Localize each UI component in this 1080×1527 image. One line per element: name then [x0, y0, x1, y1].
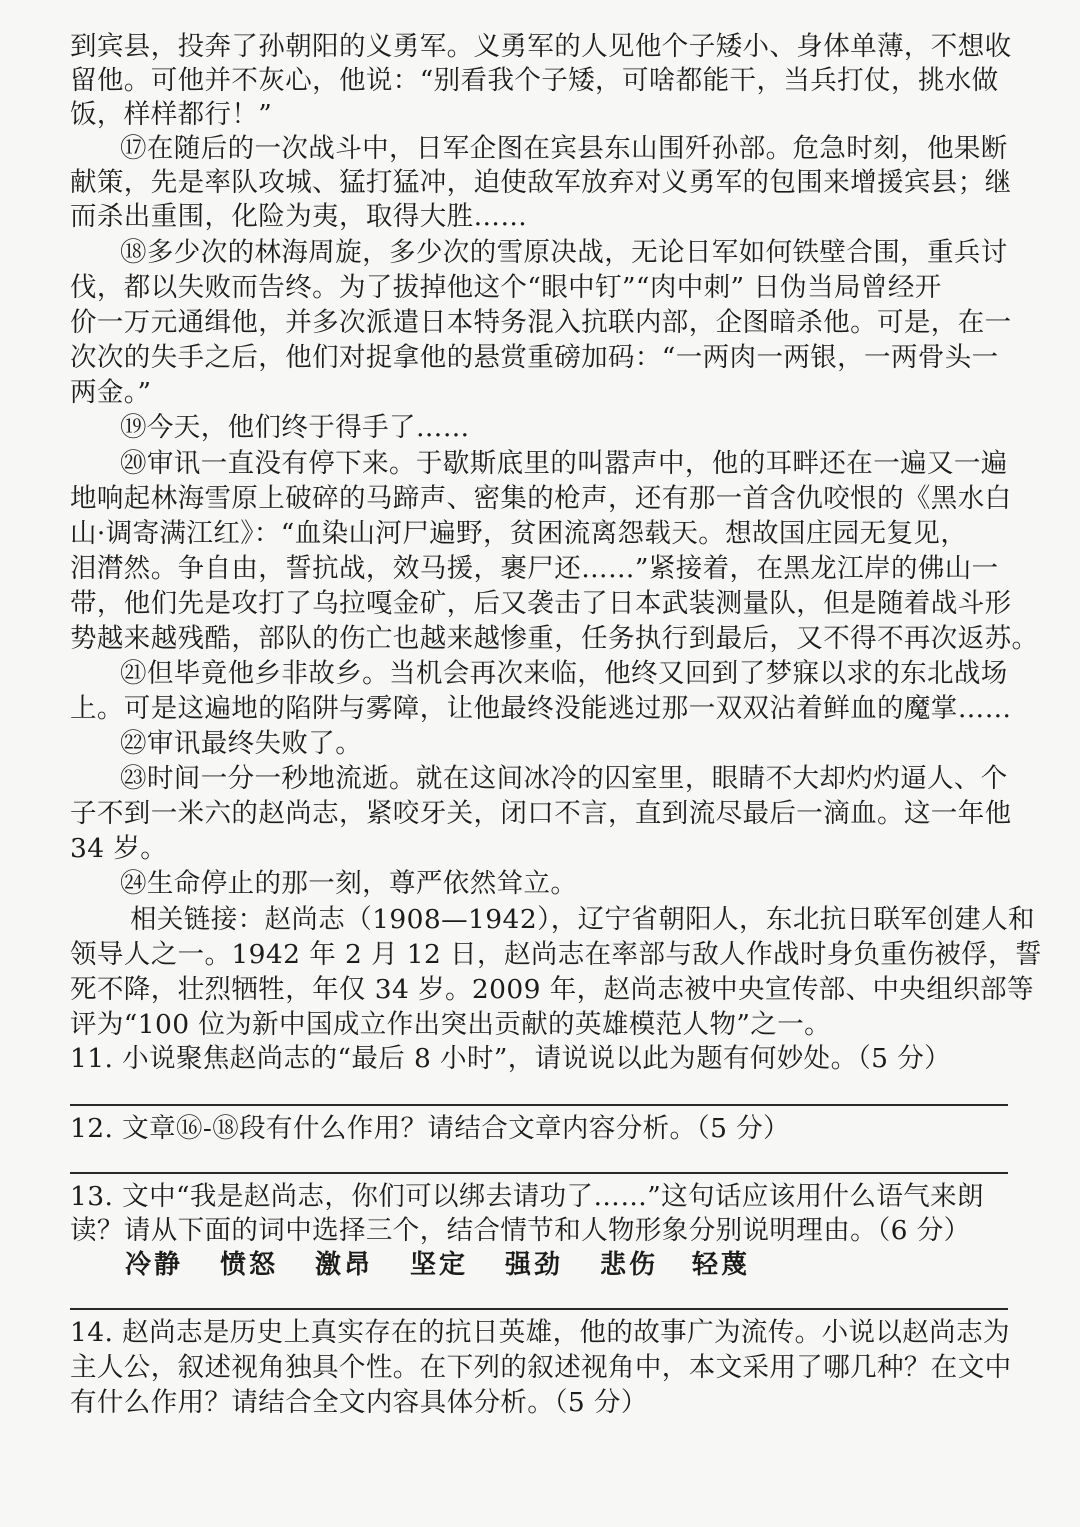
story-line: ㉑但毕竟他乡非故乡。当机会再次来临，他终又回到了梦寐以求的东北战场 [120, 658, 1008, 689]
link-note-line: 评为“100 位为新中国成立作出突出贡献的英雄模范人物”之一。 [70, 1009, 831, 1040]
question-13-line: 13. 文中“我是赵尚志，你们可以绑去请功了……”这句话应该用什么语气来朗 [70, 1181, 984, 1212]
story-line: 带，他们先是攻打了乌拉嘎金矿，后又袭击了日本武装测量队，但是随着战斗形 [70, 588, 1012, 619]
question-13-line: 读？请从下面的词中选择三个，结合情节和人物形象分别说明理由。（6 分） [70, 1215, 971, 1246]
question-14-line: 有什么作用？请结合全文内容具体分析。（5 分） [70, 1387, 648, 1418]
story-line: 献策，先是率队攻城、猛打猛冲，迫使敌军放弃对义勇军的包围来增援宾县；继 [70, 167, 1012, 198]
story-line: 子不到一米六的赵尚志，紧咬牙关，闭口不言，直到流尽最后一滴血。这一年他 [70, 798, 1012, 829]
question-14-line: 主人公，叙述视角独具个性。在下列的叙述视角中，本文采用了哪几种？在文中 [70, 1352, 1012, 1383]
link-note-line: 领导人之一。1942 年 2 月 12 日，赵尚志在率部与敌人作战时身负重伤被俘，誓 [70, 939, 1042, 970]
story-line: 地响起林海雪原上破碎的马蹄声、密集的枪声，还有那一首含仇咬恨的《黑水白 [70, 483, 1012, 514]
tone-option: 愤怒 [220, 1250, 279, 1280]
story-line: ㉓时间一分一秒地流逝。就在这间冰冷的囚室里，眼睛不大却灼灼逼人、个 [120, 763, 1008, 794]
tone-option: 悲伤 [600, 1250, 659, 1280]
story-line: 两金。” [70, 377, 152, 408]
story-line: 价一万元通缉他，并多次派遣日本特务混入抗联内部，企图暗杀他。可是，在一 [70, 307, 1012, 338]
story-line: ㉒审讯最终失败了。 [120, 728, 363, 759]
story-line: 留他。可他并不灰心，他说：“别看我个子矮，可啥都能干，当兵打仗，挑水做 [70, 65, 999, 96]
tone-option: 坚定 [410, 1250, 469, 1280]
tone-option: 激昂 [315, 1250, 374, 1280]
story-line: 而杀出重围，化险为夷，取得大胜…… [70, 201, 528, 232]
tone-option: 强劲 [505, 1250, 564, 1280]
story-line: 伐，都以失败而告终。为了拔掉他这个“眼中钉”“肉中刺” 日伪当局曾经开 [70, 272, 942, 303]
story-line: ⑳审讯一直没有停下来。于歇斯底里的叫嚣声中，他的耳畔还在一遍又一遍 [120, 448, 1008, 479]
story-line: ⑰在随后的一次战斗中，日军企图在宾县东山围歼孙部。危急时刻，他果断 [120, 133, 1008, 164]
answer-line-11[interactable] [70, 1104, 1008, 1106]
tone-option: 冷静 [125, 1250, 184, 1280]
link-note-line: 相关链接：赵尚志（1908—1942），辽宁省朝阳人，东北抗日联军创建人和 [130, 904, 1035, 935]
answer-line-13[interactable] [70, 1308, 1008, 1310]
link-note-line: 死不降，壮烈牺牲，年仅 34 岁。2009 年，赵尚志被中央宣传部、中央组织部等 [70, 974, 1034, 1005]
story-line: ⑲今天，他们终于得手了…… [120, 412, 470, 443]
story-line: 34 岁。 [70, 833, 168, 864]
story-line: 饭，样样都行！” [70, 99, 273, 130]
answer-line-12[interactable] [70, 1172, 1008, 1174]
question-12: 12. 文章⑯-⑱段有什么作用？请结合文章内容分析。（5 分） [70, 1113, 790, 1144]
story-line: 上。可是这遍地的陷阱与雾障，让他最终没能逃过那一双双沾着鲜血的魔掌…… [70, 693, 1012, 724]
story-line: 到宾县，投奔了孙朝阳的义勇军。义勇军的人见他个子矮小、身体单薄，不想收 [70, 31, 1012, 62]
question-11: 11. 小说聚焦赵尚志的“最后 8 小时”，请说说以此为题有何妙处。（5 分） [70, 1043, 952, 1074]
story-line: ⑱多少次的林海周旋，多少次的雪原决战，无论日军如何铁壁合围，重兵讨 [120, 237, 1008, 268]
story-line: 势越来越残酷，部队的伤亡也越来越惨重，任务执行到最后，又不得不再次返苏。 [70, 623, 1039, 654]
story-line: 次次的失手之后，他们对捉拿他的悬赏重磅加码：“一两肉一两银，一两骨头一 [70, 342, 999, 373]
story-line: 泪潸然。争自由，誓抗战，效马援，裹尸还……”紧接着，在黑龙江岸的佛山一 [70, 553, 999, 584]
story-line: 山·调寄满江红》：“血染山河尸遍野，贫困流离怨载天。想故国庄园无复见， [70, 518, 968, 549]
tone-option: 轻蔑 [692, 1250, 751, 1280]
story-line: ㉔生命停止的那一刻，尊严依然耸立。 [120, 868, 578, 899]
question-14-line: 14. 赵尚志是历史上真实存在的抗日英雄，他的故事广为流传。小说以赵尚志为 [70, 1317, 1010, 1348]
